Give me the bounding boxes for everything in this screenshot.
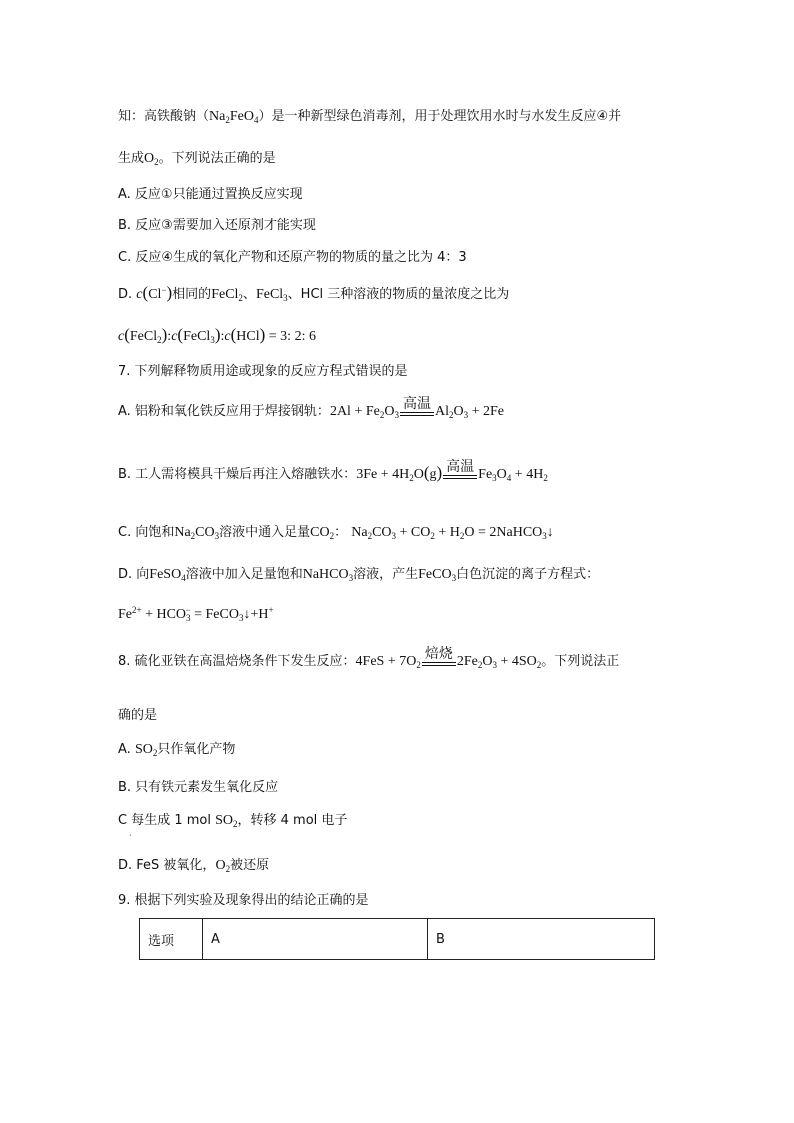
q7-d-equation: $Fe^{2+} + HCO_3^-$ = FeCO$_3$↓+H+	[118, 605, 274, 623]
q7-b-rhs: $Fe_3O_4 + 4H_2$	[478, 467, 548, 483]
stray-dot: ·	[129, 831, 132, 840]
formula-nahco3: NaHCO$_3$	[302, 567, 354, 583]
q7-d-text-4: 白色沉淀的离子方程式：	[456, 567, 600, 582]
q6-option-a: A. 反应①只能通过置换反应实现	[118, 187, 303, 202]
formula-co2: $CO_2$	[310, 525, 335, 541]
table-header-cell: A	[203, 919, 428, 960]
q7-b-text: B. 工人需将模具干燥后再注入熔融铁水：	[118, 467, 357, 482]
intro-line-2	[118, 149, 276, 169]
formula-fecl2: FeCl$_2$	[211, 287, 243, 303]
q7-option-b	[118, 459, 548, 485]
q8-a-text: 只作氧化产物	[157, 742, 236, 757]
formula-so2: $SO_2$	[215, 813, 238, 829]
option-label: D.	[118, 287, 133, 302]
q8-stem-text: 8. 硫化亚铁在高温焙烧条件下发生反应：	[118, 654, 356, 669]
formula-o2: $O_2$	[215, 858, 231, 874]
q8-rhs: $2Fe_2O_3 + 4SO_2$	[456, 654, 542, 670]
q8-option-c	[118, 811, 347, 831]
q8-option-d	[118, 856, 269, 876]
condition-arrow	[443, 459, 477, 485]
q7-stem: 7. 下列解释物质用途或现象的反应方程式错误的是	[118, 364, 408, 379]
q7-d-text: D. 向	[118, 567, 150, 582]
intro-text: 知：高铁酸钠（	[118, 109, 210, 124]
q8-c-text: C 每生成 1 mol	[118, 813, 216, 828]
condition-label: 焙烧	[424, 646, 453, 662]
q7-option-a	[118, 396, 504, 422]
q7-a-text: A. 铝粉和氧化铁反应用于焊接钢轨：	[118, 404, 330, 419]
option-label: A.	[118, 742, 135, 757]
separator: 、	[242, 287, 256, 302]
condition-label: 高温	[402, 396, 431, 412]
q7-c-text: C. 向饱和	[118, 525, 175, 540]
q7-option-c	[118, 523, 554, 543]
formula-feso4: FeSO$_4$	[149, 567, 186, 583]
q7-c-text-2: 溶液中通入足量	[219, 525, 311, 540]
intro-line-1	[118, 107, 621, 127]
q7-d-text-2: 溶液中加入足量饱和	[185, 567, 303, 582]
formula-feco3: FeCO$_3$	[418, 567, 457, 583]
q7-d-text-3: 溶液，产生	[353, 567, 419, 582]
q6-option-d	[118, 283, 509, 305]
table-header-cell: B	[428, 919, 655, 960]
formula-na2co3: $Na_2CO_3$	[174, 525, 220, 541]
q8-stem-line-2: 确的是	[118, 708, 158, 723]
formula-o2: $O_2$	[144, 151, 159, 167]
q7-a-lhs: $2Al + Fe_2O_3$	[329, 404, 399, 420]
condition-label: 高温	[446, 459, 475, 475]
q8-stem	[118, 646, 619, 672]
condition-arrow	[400, 396, 434, 422]
q8-lhs: $4FeS + 7O_2$	[355, 654, 421, 670]
formula-na2feo4: $Na_2FeO_4$	[209, 109, 259, 125]
intro-text-3: 生成	[118, 151, 145, 166]
q8-c-text-2: ，转移 4 mol 电子	[237, 813, 348, 828]
condition-arrow	[422, 646, 456, 672]
q6-d-ratio: c(FeCl$_2$):c(FeCl$_3$):c(HCl) = 3: 2: 6	[118, 325, 316, 345]
q8-option-b: B. 只有铁元素发生氧化反应	[118, 780, 279, 795]
q8-d-text: D. FeS 被氧化，	[118, 858, 216, 873]
table-row	[140, 919, 655, 960]
q6-d-text-2: 、HCl 三种溶液的物质的量浓度之比为	[287, 287, 510, 302]
q7-c-equation: $Na_2CO_3 + CO_2 + H_2O$ = 2NaHCO$_3$↓	[351, 525, 554, 541]
q6-option-c: C. 反应④生成的氧化产物和还原产物的物质的量之比为 4：3	[118, 250, 467, 265]
q8-option-a	[118, 740, 235, 760]
q6-d-text: 相同的	[172, 287, 212, 302]
formula-fecl3: FeCl$_3$	[255, 287, 288, 303]
q8-d-text-2: 被还原	[230, 858, 270, 873]
intro-text-4: 。下列说法正确的是	[158, 151, 276, 166]
q7-option-d	[118, 565, 599, 585]
q9-stem: 9. 根据下列实验及现象得出的结论正确的是	[118, 893, 369, 908]
q8-stem-text-2: 。下列说法正	[541, 654, 620, 669]
formula-so2: $SO_2$	[134, 742, 158, 758]
q7-b-lhs: $3Fe + 4H_2O(g)$	[356, 463, 443, 483]
formula-c-cl: c(Cl−)	[136, 283, 173, 302]
q7-a-rhs: $Al_2O_3 + 2Fe$	[434, 404, 504, 420]
intro-text-2: ）是一种新型绿色消毒剂，用于处理饮用水时与水发生反应④并	[258, 109, 622, 124]
q6-option-b: B. 反应③需要加入还原剂才能实现	[118, 218, 316, 233]
q9-table	[139, 918, 655, 960]
q7-c-text-3: ：	[334, 525, 348, 540]
table-header-cell: 选项	[140, 919, 203, 960]
